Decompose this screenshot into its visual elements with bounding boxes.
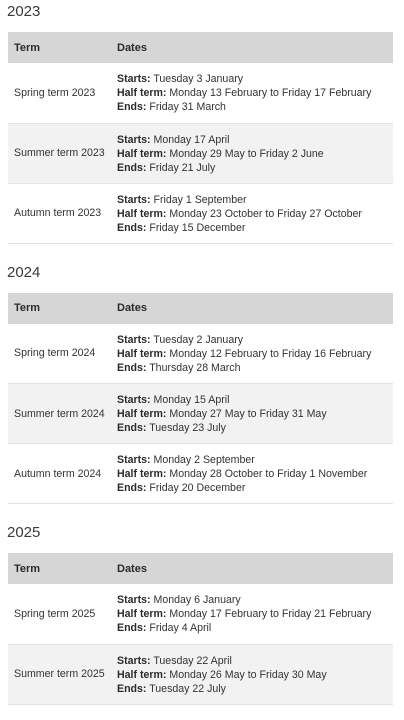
- ends-label: Ends:: [117, 622, 147, 635]
- term-name: Autumn term 2024: [14, 467, 102, 480]
- dates-column-header: Dates: [117, 562, 147, 575]
- half-term-label: Half term:: [117, 207, 167, 220]
- ends-date: Thursday 28 March: [149, 361, 241, 374]
- table-row: [8, 324, 393, 384]
- half-term-label: Half term:: [117, 147, 167, 160]
- half-term-label: Half term:: [117, 87, 167, 100]
- table-row: [8, 444, 393, 504]
- table-header-row: [8, 293, 393, 324]
- half-term-line: [117, 86, 393, 100]
- dates-column-header: Dates: [117, 302, 147, 314]
- term-dates: [111, 384, 393, 444]
- starts-label: Starts:: [117, 654, 151, 667]
- ends-date: Friday 21 July: [149, 161, 216, 174]
- term-dates: [111, 63, 393, 123]
- term-table-2025: [8, 553, 393, 705]
- half-term-dates: Monday 23 October to Friday 27 October: [169, 207, 362, 220]
- ends-label: Ends:: [117, 482, 147, 494]
- ends-label: Ends:: [117, 361, 147, 374]
- ends-label: Ends:: [117, 682, 147, 695]
- starts-date: Tuesday 22 April: [153, 654, 232, 667]
- starts-label: Starts:: [117, 133, 151, 146]
- starts-line: [117, 453, 393, 467]
- half-term-line: [117, 467, 393, 481]
- term-dates: [111, 644, 393, 704]
- term-name: Summer term 2023: [14, 147, 105, 159]
- starts-date: Monday 17 April: [153, 133, 230, 146]
- half-term-dates: Monday 26 May to Friday 30 May: [169, 668, 327, 681]
- term-table-2023: [8, 32, 393, 244]
- half-term-line: [117, 668, 393, 682]
- starts-label: Starts:: [117, 193, 151, 206]
- term-dates: [111, 584, 393, 644]
- half-term-label: Half term:: [117, 608, 167, 621]
- half-term-line: [117, 147, 393, 161]
- table-row: [8, 384, 393, 444]
- half-term-line: [117, 207, 393, 221]
- half-term-label: Half term:: [117, 468, 167, 480]
- half-term-line: [117, 607, 393, 621]
- year-heading-2024: 2024: [7, 263, 41, 281]
- ends-line: [117, 100, 393, 114]
- starts-date: Tuesday 2 January: [153, 333, 244, 346]
- ends-date: Tuesday 22 July: [149, 682, 226, 695]
- ends-label: Ends:: [117, 161, 147, 174]
- starts-label: Starts:: [117, 594, 151, 607]
- ends-date: Friday 4 April: [149, 622, 212, 635]
- starts-line: [117, 133, 393, 147]
- half-term-line: [117, 407, 393, 421]
- starts-label: Starts:: [117, 454, 151, 466]
- starts-line: [117, 393, 393, 407]
- dates-column-header: Dates: [117, 41, 147, 54]
- term-name: Summer term 2024: [14, 407, 105, 420]
- ends-label: Ends:: [117, 221, 147, 234]
- starts-line: [117, 72, 393, 86]
- ends-label: Ends:: [117, 422, 147, 434]
- starts-date: Monday 15 April: [153, 394, 230, 406]
- table-row: [8, 644, 393, 704]
- term-dates: [111, 123, 393, 183]
- half-term-label: Half term:: [117, 347, 167, 360]
- starts-date: Tuesday 3 January: [153, 73, 244, 86]
- half-term-dates: Monday 28 October to Friday 1 November: [169, 468, 368, 480]
- half-term-dates: Monday 27 May to Friday 31 May: [169, 408, 327, 420]
- starts-date: Monday 2 September: [153, 454, 255, 466]
- term-dates: [111, 324, 393, 384]
- starts-line: [117, 333, 393, 347]
- term-column-header: Term: [14, 562, 41, 575]
- ends-line: [117, 621, 393, 635]
- half-term-dates: Monday 17 February to Friday 21 February: [169, 608, 372, 621]
- half-term-label: Half term:: [117, 668, 167, 681]
- starts-label: Starts:: [117, 394, 151, 406]
- starts-line: [117, 593, 393, 607]
- half-term-dates: Monday 12 February to Friday 16 February: [169, 347, 372, 360]
- term-name: Spring term 2024: [14, 347, 96, 360]
- table-header-row: [8, 32, 393, 63]
- ends-date: Friday 31 March: [149, 101, 226, 114]
- term-column-header: Term: [14, 41, 41, 54]
- half-term-dates: Monday 13 February to Friday 17 February: [169, 87, 372, 100]
- starts-date: Friday 1 September: [153, 193, 247, 206]
- table-row: [8, 63, 393, 123]
- ends-line: [117, 682, 393, 696]
- year-heading-2023: 2023: [7, 3, 41, 20]
- ends-date: Tuesday 23 July: [149, 422, 226, 434]
- term-name: Spring term 2025: [14, 607, 96, 620]
- term-name: Autumn term 2023: [14, 207, 102, 219]
- starts-line: [117, 193, 393, 207]
- ends-line: [117, 481, 393, 495]
- term-table-2024: [8, 293, 393, 505]
- ends-date: Friday 20 December: [149, 482, 246, 494]
- table-row: [8, 183, 393, 243]
- ends-line: [117, 161, 393, 175]
- starts-label: Starts:: [117, 73, 151, 86]
- term-name: Spring term 2023: [14, 86, 96, 99]
- table-row: [8, 123, 393, 183]
- term-column-header: Term: [14, 302, 41, 314]
- term-dates: [111, 183, 393, 243]
- ends-label: Ends:: [117, 101, 147, 114]
- ends-line: [117, 421, 393, 435]
- half-term-label: Half term:: [117, 408, 167, 420]
- starts-line: [117, 654, 393, 668]
- term-dates: [111, 444, 393, 504]
- ends-line: [117, 221, 393, 235]
- table-row: [8, 584, 393, 644]
- half-term-dates: Monday 29 May to Friday 2 June: [169, 147, 324, 160]
- table-header-row: [8, 553, 393, 584]
- year-heading-2025: 2025: [7, 524, 41, 541]
- starts-label: Starts:: [117, 333, 151, 346]
- ends-line: [117, 361, 393, 375]
- term-name: Summer term 2025: [14, 668, 105, 680]
- ends-date: Friday 15 December: [149, 221, 246, 234]
- starts-date: Monday 6 January: [153, 594, 241, 607]
- half-term-line: [117, 347, 393, 361]
